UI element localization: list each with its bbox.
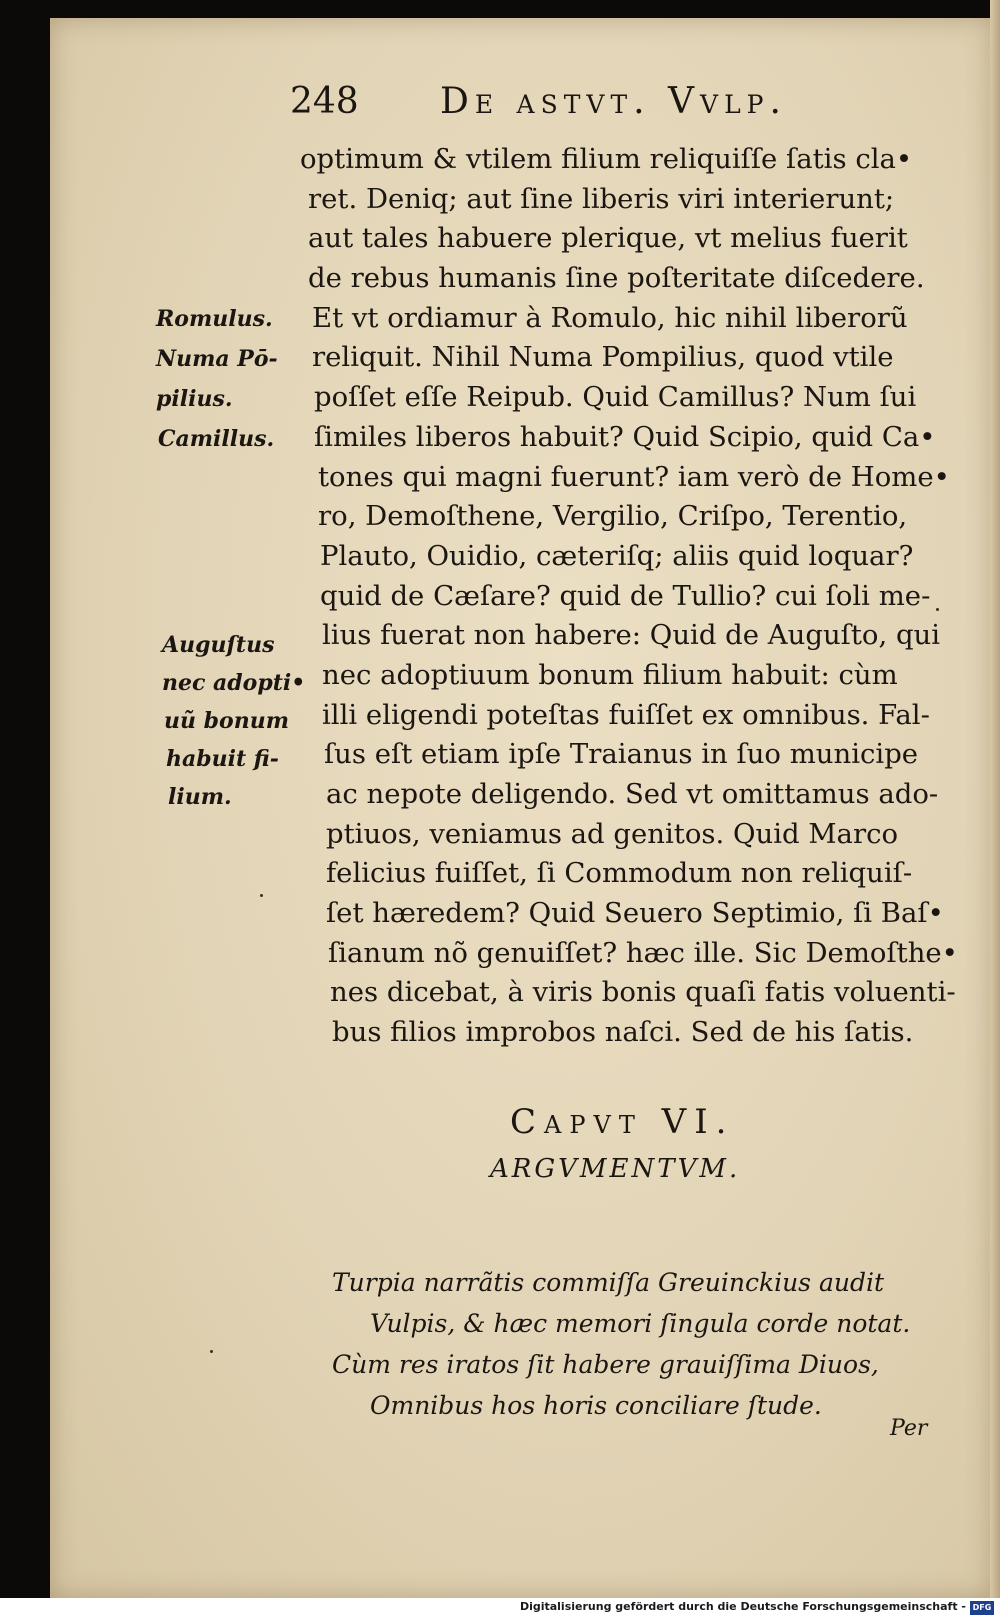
page-header [290,78,930,128]
ink-speck [936,608,939,611]
text-line: ſet hæredem? Quid Seuero Septimio, ſi Baſ• [326,897,944,930]
text-line: optimum & vtilem filium reliquiſſe ſatis cla• [300,143,913,175]
dfg-logo-icon: DFG [970,1601,994,1615]
footer-credit: Digitalisierung gefördert durch die Deutsche Forschungsgemeinschaft - [519,1600,966,1613]
text-line: ptiuos, veniamus ad genitos. Quid Marco [326,817,899,850]
digitization-footer [0,1598,1000,1620]
chapter-title: Capvt VI. [510,1102,735,1142]
text-line: ro, Demoſthene, Vergilio, Criſpo, Terentio, [318,500,908,533]
text-line: felicius fuiſſet, ſi Commodum non reliquiſ- [326,857,913,890]
verse-line: Vulpis, & hæc memori ſingula corde notat. [370,1309,911,1338]
text-line: Et vt ordiamur à Romulo, hic nihil liberorũ [312,301,908,334]
ink-speck [260,894,263,897]
text-line: illi eligendi poteſtas fuiſſet ex omnibus. Fal- [322,698,930,731]
book-page [50,18,992,1598]
sidenote-augustus: Auguſtus [162,632,275,658]
page-number: 248 [290,81,359,122]
text-line: aut tales habuere plerique, vt melius fuerit [308,222,908,255]
text-line: ret. Deniq; aut ſine liberis viri interierunt; [308,182,895,215]
sidenote-augustus-5: lium. [168,784,232,810]
text-line: reliquit. Nihil Numa Pompilius, quod vtile [312,341,894,374]
sidenote-augustus-3: uũ bonum [164,708,289,734]
text-line: ſianum nõ genuiſſet? hæc ille. Sic Demoſthe• [328,936,958,969]
page-edge [990,0,1000,1620]
text-line: quid de Cæſare? quid de Tullio? cui ſoli me- [320,579,931,612]
catchword: Per [890,1416,928,1441]
verse-line: Turpia narrãtis commiſſa Greuinckius audit [332,1268,885,1297]
running-head: De astvt. Vvlp. [440,81,787,122]
text-line: nes dicebat, à viris bonis quaſi fatis voluenti- [330,976,956,1009]
text-line: bus filios improbos naſci. Sed de his ſatis. [332,1016,914,1049]
argumentum-heading: ARGVMENTVM. [490,1154,741,1184]
sidenote-augustus-2: nec adopti• [162,670,306,696]
main-text-block [300,140,968,1053]
text-line: de rebus humanis ſine poſteritate diſcedere. [308,262,925,295]
text-line: Plauto, Ouidio, cæteriſq; aliis quid loquar? [320,539,914,572]
text-line: tones qui magni fuerunt? iam verò de Home• [318,460,950,493]
verse-line: Omnibus hos horis conciliare ſtude. [370,1391,822,1420]
sidenote-camillus: Camillus. [158,426,275,452]
text-line: ſus eſt etiam ipſe Traianus in ſuo municipe [324,738,919,771]
text-line: lius fuerat non habere: Quid de Auguſto, qui [322,619,941,652]
text-line: ſimiles liberos habuit? Quid Scipio, quid Ca• [314,420,936,453]
ink-speck [210,1350,213,1353]
sidenote-romulus: Romulus. [156,306,273,332]
sidenote-numa-cont: pilius. [156,386,233,412]
sidenote-augustus-4: habuit fi- [166,746,279,772]
verse-line: Cùm res iratos ſit habere grauiſſima Diuos, [332,1350,879,1379]
text-line: poſſet eſſe Reipub. Quid Camillus? Num ſui [314,381,917,414]
text-line: ac nepote deligendo. Sed vt omittamus ado- [326,778,939,810]
text-line: nec adoptiuum bonum filium habuit: cùm [322,658,898,691]
sidenote-numa: Numa Pō- [156,346,278,372]
